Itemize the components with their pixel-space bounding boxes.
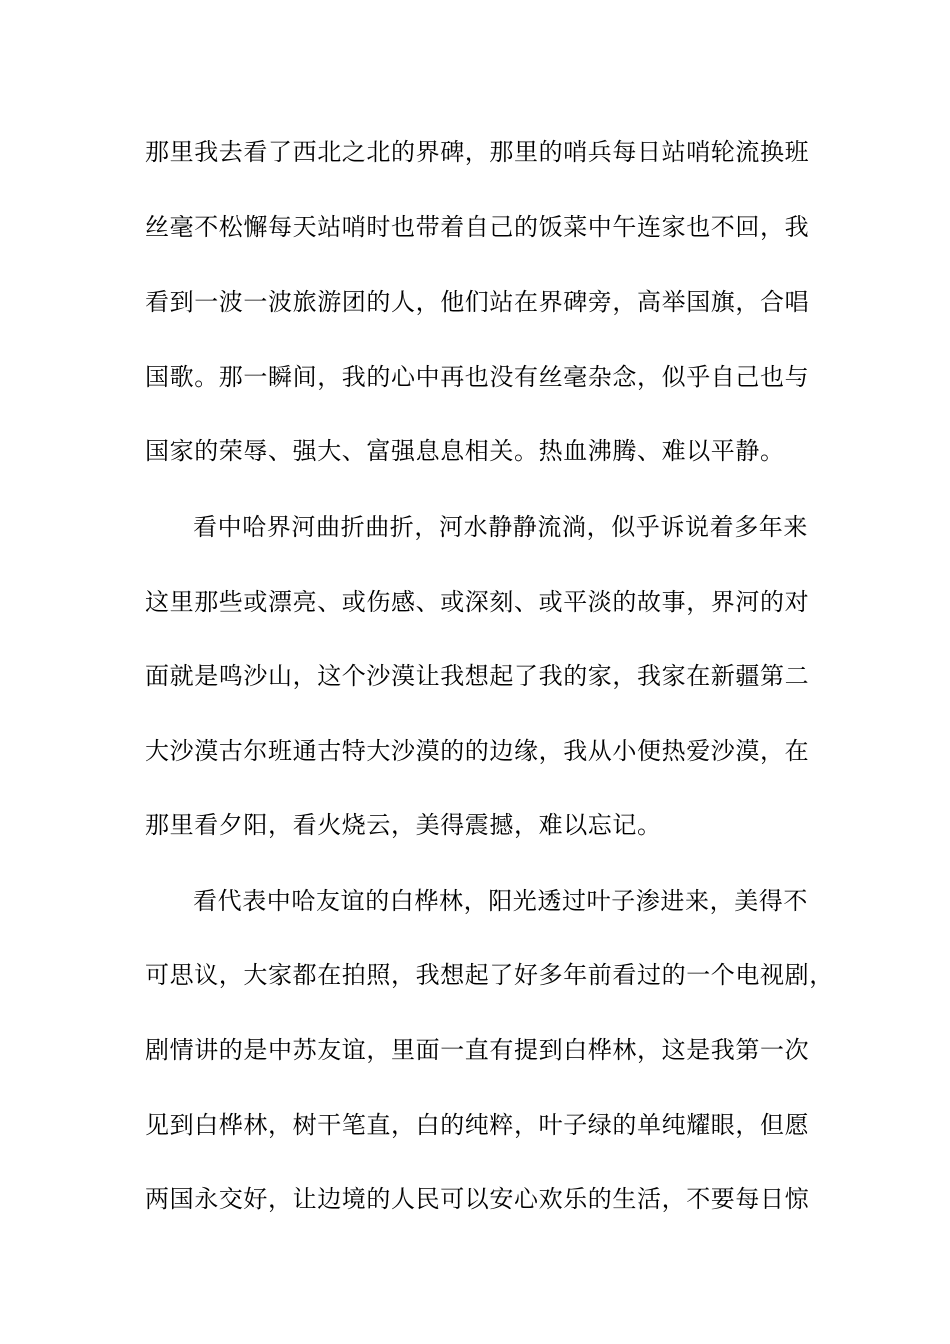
- text-line: 可思议，大家都在拍照，我想起了好多年前看过的一个电视剧，: [145, 961, 834, 989]
- text-line: 剧情讲的是中苏友谊，里面一直有提到白桦林，这是我第一次: [145, 1036, 810, 1064]
- text-line: 大沙漠古尔班通古特大沙漠的的边缘，我从小便热爱沙漠，在: [145, 737, 810, 765]
- text-line: 这里那些或漂亮、或伤感、或深刻、或平淡的故事，界河的对: [145, 588, 810, 616]
- text-line: 国歌。那一瞬间，我的心中再也没有丝毫杂念，似乎自己也与: [145, 363, 810, 391]
- text-line: 那里我去看了西北之北的界碑，那里的哨兵每日站哨轮流换班: [145, 138, 810, 166]
- text-line: 面就是鸣沙山，这个沙漠让我想起了我的家，我家在新疆第二: [145, 662, 810, 690]
- text-line: 两国永交好，让边境的人民可以安心欢乐的生活，不要每日惊: [145, 1185, 810, 1213]
- paragraph-start-line: 看代表中哈友谊的白桦林，阳光透过叶子渗进来，美得不: [193, 887, 808, 915]
- text-line: 国家的荣辱、强大、富强息息相关。热血沸腾、难以平静。: [145, 437, 785, 465]
- text-line: 那里看夕阳，看火烧云，美得震撼，难以忘记。: [145, 811, 662, 839]
- text-line: 见到白桦林，树干笔直，白的纯粹，叶子绿的单纯耀眼，但愿: [145, 1111, 810, 1139]
- text-line: 丝毫不松懈每天站哨时也带着自己的饭菜中午连家也不回，我: [145, 213, 810, 241]
- paragraph-start-line: 看中哈界河曲折曲折，河水静静流淌，似乎诉说着多年来: [193, 513, 808, 541]
- text-line: 看到一波一波旅游团的人，他们站在界碑旁，高举国旗，合唱: [145, 288, 810, 316]
